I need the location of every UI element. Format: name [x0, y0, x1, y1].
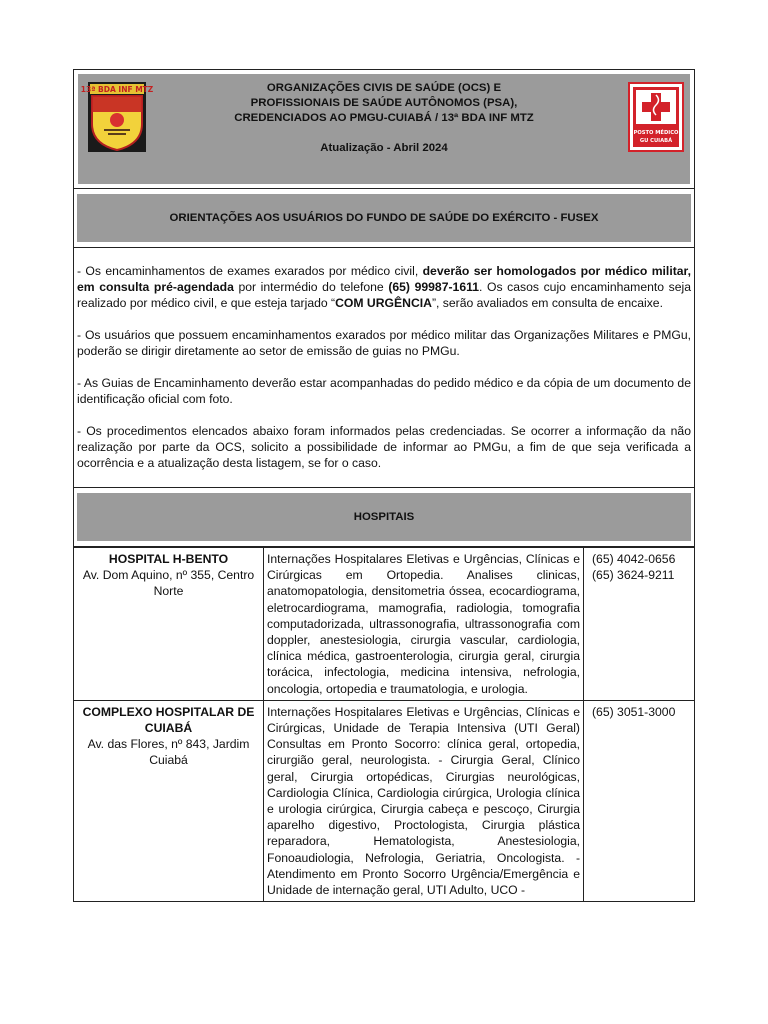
hospital-phone: (65) 3624-9211: [592, 568, 675, 583]
guidance-title: ORIENTAÇÕES AOS USUÁRIOS DO FUNDO DE SAÚDE DO EXÉRCITO - FUSEX: [77, 194, 691, 242]
table-row: [74, 548, 695, 701]
guidance-paragraph-3: - As Guias de Encaminhamento deverão estar acompanhadas do pedido médico e da cópia de um documento de identificação oficial com foto.: [77, 376, 691, 406]
header-title-line2: PROFISSIONAIS DE SAÚDE AUTÔNOMOS (PSA),: [250, 97, 518, 109]
guidance-section-title: [73, 189, 695, 248]
brigade-logo: [80, 82, 154, 152]
guidance-paragraph-1: - Os encaminhamentos de exames exarados por médico civil, deverão ser homologados por médico militar, em consulta pré-agendada por intermédio do telefone (65) 99987-1611. Os casos cujo encaminhamento seja realizado por médico civil, e que esteja tarjado “COM URGÊNCIA”, serão avaliados em consulta de encaixe.: [77, 264, 692, 310]
medical-post-logo-text1: POSTO MÉDICO: [633, 130, 679, 136]
hospital-name-cell: [74, 700, 264, 901]
hospital-name: HOSPITAL H-BENTO: [108, 552, 229, 566]
brigade-logo-text: 13ª BDA INF MTZ: [80, 85, 154, 94]
guidance-paragraph-4: - Os procedimentos elencados abaixo foram informados pelas credenciadas. Se ocorrer a informação da não realização por parte da OCS, solicito a possibilidade de informar ao PMGu, a fim de que seja verificada a ocorrência e a atualização desta listagem, se for o caso.: [77, 424, 691, 470]
hospital-phones: [584, 548, 695, 701]
hospital-name-cell: [74, 548, 264, 701]
table-row: [74, 700, 695, 901]
hospitals-table: [73, 547, 695, 902]
header-title-line3: CREDENCIADOS AO PMGU-CUIABÁ / 13ª BDA INF MTZ: [234, 112, 534, 124]
hospital-address: Av. Dom Aquino, nº 355, Centro Norte: [82, 568, 255, 599]
guidance-text: [73, 248, 695, 488]
hospital-name: COMPLEXO HOSPITALAR DE CUIABÁ: [82, 704, 255, 736]
update-date: Atualização - Abril 2024: [320, 142, 448, 154]
hospitals-section-title: [73, 488, 695, 547]
guidance-paragraph-2: - Os usuários que possuem encaminhamentos exarados por médico militar das Organizações Militares e PMGu, poderão se dirigir diretamente ao setor de emissão de guias no PMGu.: [77, 328, 691, 358]
hospital-phone: (65) 4042-0656: [592, 552, 676, 566]
hospital-address: Av. das Flores, nº 843, Jardim Cuiabá: [87, 737, 250, 768]
hospital-services: Internações Hospitalares Eletivas e Urgências, Clínicas e Cirúrgicas, Unidade de Terapia Intensiva (UTI Geral) Consultas em Pronto Socorro: clínica geral, ortopedia, cirurgião geral, neurologista. - Cirurgia Geral, Clínico geral, Cirurgia ortopédicas, Cirurgias neurológicas, Cardiologia Clínica, Cardiologia cirúrgica, Urologia clínica e urologia cirúrgica, Cirurgia cabeça e pescoço, Cirurgia aparelho digestivo, Proctologista, Cirurgia plástica reparadora, Hematologista, Anestesiologia, Fonoaudiologia, Nefrologia, Geriatria, Oncologista. - Atendimento em Pronto Socorro Urgência/Emergência e Unidade de internação geral, UTI Adulto, UCO -: [264, 700, 584, 901]
document-header: [73, 69, 695, 189]
hospital-phones: [584, 700, 695, 901]
document-page: [73, 69, 695, 902]
header-title-line1: ORGANIZAÇÕES CIVIS DE SAÚDE (OCS) E: [266, 82, 502, 94]
medical-post-logo: [628, 82, 684, 152]
hospital-phone: (65) 3051-3000: [592, 704, 676, 719]
hospital-services: Internações Hospitalares Eletivas e Urgências, Clínicas e Cirúrgicas em Ortopedia. Analises clinicas, anatomopatologia, densitometria óssea, ecocardiograma, eletrocardiograma, mamografia, radiologia, tomografia computadorizada, ultrassonografia, ultrassonografia com doppler, anestesiologia, cirurgia vascular, cardiologia, clínica médica, gastroenterologia, cirurgia geral, cirurgia torácica, infectologia, medicina intensiva, nefrologia, oncologia, ortopedia e traumatologia, e urologia.: [264, 548, 584, 701]
header-title: [194, 81, 574, 156]
medical-post-logo-text2: GU CUIABÁ: [639, 138, 673, 144]
hospitals-title: HOSPITAIS: [77, 493, 691, 541]
